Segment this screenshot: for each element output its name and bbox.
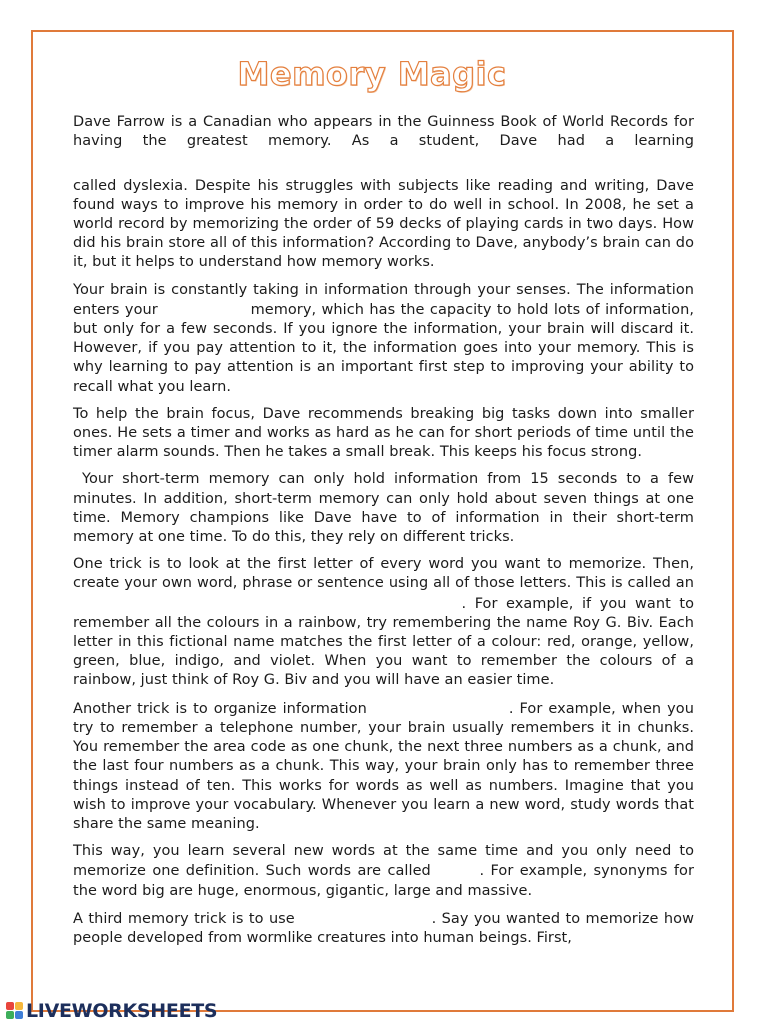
logo-icon (6, 1002, 24, 1020)
answer-blank-4[interactable] (373, 699, 503, 713)
logo-square-blue (15, 1011, 23, 1019)
paragraph-2 (73, 281, 694, 397)
logo-square-yellow (15, 1002, 23, 1010)
article-body (73, 113, 694, 956)
paragraph-1 (73, 113, 694, 273)
paragraph-text: Your short-term memory can only hold information from 15 seconds to a few minutes. In addition, short-term memory can only hold about seven things at one time. Memory champions like Dave have to of information in their short-term memory at one time. To do this, they rely on different tricks. (73, 471, 694, 546)
paragraph-text: . Say you wanted to memorize how people developed from wormlike creatures into human beings. First, (73, 910, 694, 946)
liveworksheets-logo[interactable] (6, 999, 217, 1023)
paragraph-text: . For example, when you try to remember a telephone number, your brain usually remembers it in chunks. You remember the area code as one chunk, the next three numbers as a chunk, and the last four numbers as a chunk. This way, your brain only has to remember three things instead of ten. This works for words as well as numbers. Imagine that you wish to improve your vocabulary. Whenever you learn a new word, study words that share the same meaning. (73, 700, 694, 832)
logo-square-red (6, 1002, 14, 1010)
answer-blank-2[interactable] (163, 300, 245, 314)
logo-text: LIVEWORKSHEETS (26, 1000, 218, 1022)
answer-blank-5[interactable] (437, 861, 473, 875)
paragraph-8 (73, 909, 694, 948)
paragraph-text: Another trick is to organize information (73, 700, 367, 717)
paragraph-3: To help the brain focus, Dave recommends breaking big tasks down into smaller ones. He sets a timer and works as hard as he can for short periods of time until the timer alarm sounds. Then he takes a small break. This keeps his focus strong. (73, 405, 694, 461)
paragraph-text: . For example, if you want to remember all the colours in a rainbow, try remembering the name Roy G. Biv. Each letter in this fictional name matches the first letter of a colour: red, orange, yellow, green, blue, indigo, and violet. When you want to remember the colours of a rainbow, just think of Roy G. Biv and you will have an easier time. (73, 595, 694, 689)
paragraph-5 (73, 555, 694, 690)
paragraph-7 (73, 842, 694, 901)
paragraph-4 (73, 470, 694, 547)
paragraph-text: called dyslexia. Despite his struggles with subjects like reading and writing, Dave found ways to improve his memory in order to do well in school. In 2008, he set a world record by memorizing the order of 59 decks of playing cards in two days. How did his brain store all of this information? According to Dave, anybody’s brain can do it, but it helps to understand how memory works. (73, 177, 694, 271)
paragraph-text: A third memory trick is to use (73, 910, 295, 927)
paragraph-text: Your brain is constantly taking in information through your senses. The information enters your (73, 281, 694, 318)
paragraph-6 (73, 699, 694, 834)
answer-blank-3[interactable] (73, 594, 453, 608)
paragraph-text: Dave Farrow is a Canadian who appears in the Guinness Book of World Records for having the greatest memory. As a student, Dave had a learning (73, 114, 694, 150)
page-title: Memory Magic (237, 55, 507, 93)
logo-square-green (6, 1011, 14, 1019)
paragraph-text: This way, you learn several new words at the same time and you only need to memorize one definition. Such words are called (73, 843, 694, 880)
answer-blank-1[interactable] (73, 151, 694, 170)
paragraph-text: . For example, synonyms for the word big are huge, enormous, gigantic, large and massive. (73, 863, 694, 899)
answer-blank-6[interactable] (300, 909, 426, 923)
paragraph-text: memory, which has the capacity to hold lots of information, but only for a few seconds. If you ignore the information, your brain will discard it. However, if you pay attention to it, the information goes into your memory. This is why learning to pay attention is an important first step to improving your ability to recall what you learn. (73, 301, 694, 395)
paragraph-text: One trick is to look at the first letter of every word you want to memorize. Then, create your own word, phrase or sentence using all of those letters. This is called an (73, 556, 694, 592)
